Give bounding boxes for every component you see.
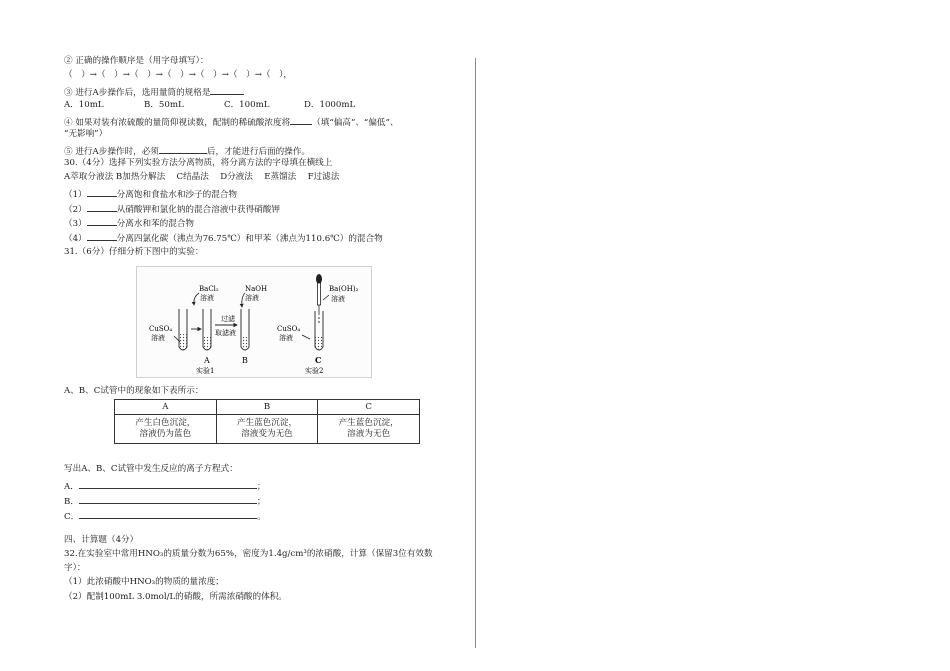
equation-label: A． [64,482,79,492]
item-number: （1） [64,190,87,200]
cuso4-label-2: CuSO₄ [277,325,301,333]
cell-c [318,415,420,444]
table-intro: A、B、C试管中的现象如下表所示： [64,386,204,396]
question-order-label: ② 正确的操作顺序是（用字母填写）： [64,56,209,66]
cell-line: 产生白色沉淀， [135,418,196,428]
question-cylinder [64,85,244,99]
question-read-text: ④ 如果对装有浓硫酸的量筒仰视读数，配制的稀硫酸浓度将 [64,118,291,128]
q32-text-cont: 字）： [64,563,86,573]
experiment-1-label: 实验1 [196,367,215,375]
baoh2-solution-label: 溶液 [331,295,345,303]
dropper [316,274,322,323]
option-b: B．50mL [144,100,184,110]
header-a: A [115,400,217,415]
cuso4-solution-label-1: 溶液 [151,334,165,342]
answer-blank[interactable] [87,187,117,197]
q32-text: 32.在实验室中常用HNO₃的质量分数为65%，密度为1.4g/cm³的浓硝酸，计算（保留3位有效数 [64,549,433,559]
naoh-label: NaOH [245,285,268,293]
item-text: 分离水和苯的混合物 [116,219,195,229]
naoh-solution-label: 溶液 [245,294,259,302]
answer-blank[interactable] [87,216,117,226]
cell-line: 溶液为无色 [347,429,391,439]
column-divider [475,58,476,648]
tube-a-label: A [204,356,210,365]
experiment-diagram [137,267,371,377]
cell-a [115,415,217,444]
cuso4-solution-label-2: 溶液 [279,334,293,342]
option-d: D．1000mL [304,100,356,110]
tube-c-label: C [315,355,322,365]
item-number: （2） [64,205,87,215]
item-number: （3） [64,219,87,229]
item-text: 分离饱和食盐水和沙子的混合物 [116,190,237,200]
table-row [115,415,420,444]
answer-blank[interactable] [79,509,257,519]
q30-item [64,216,194,230]
bacl2-label: BaCl₂ [199,285,219,293]
experiment-2-label: 实验2 [305,367,324,375]
item-number: （4） [64,234,87,244]
pointer-line [323,295,329,300]
answer-blank[interactable] [79,479,257,489]
cell-line: 溶液仍为蓝色 [139,429,192,439]
tube-a [203,309,211,350]
filter-label: 过滤 [221,315,235,323]
answer-blank[interactable] [87,231,117,241]
equation-end: ； [256,497,266,507]
question-cylinder-text: ③ 进行A步操作后，选用量筒的规格是 [64,88,211,98]
bacl2-solution-label: 溶液 [200,294,214,302]
equations-title: 写出A、B、C试管中发生反应的离子方程式： [64,464,238,474]
q30-title: 30.（4分）选择下列实验方法分离物质，将分离方法的字母填在横线上 [64,158,333,168]
question-order-blanks: （ ）→（ ）→（ ）→（ ）→（ ）→（ ）→（ ）， [64,70,292,80]
tube-b-label: B [242,356,248,365]
bacl2-arrow [194,293,199,305]
observations-table [114,399,420,444]
q30-methods: A萃取分液法 B加热分解法 C结晶法 D分液法 E蒸馏法 F过滤法 [64,172,340,182]
baoh2-label: Ba(OH)₂ [329,285,359,293]
equation-label: B． [64,497,79,507]
cell-b [216,415,318,444]
q30-item [64,202,280,216]
answer-blank[interactable] [290,115,312,125]
cylinder-options [64,100,355,111]
question-read [64,115,399,129]
item-text: 从硝酸钾和氯化钠的混合溶液中获得硝酸钾 [116,205,280,215]
question-step [64,144,310,158]
section-4-title: 四、计算题（4分） [64,535,139,545]
header-c: C [318,400,420,415]
item-text: 分离四氯化碳（沸点为76.75℃）和甲苯（沸点为110.6℃）的混合物 [116,234,383,244]
question-step-text: ⑤ 进行A步操作时，必须 [64,147,159,157]
equation-end: ； [256,482,266,492]
q30-item [64,187,237,201]
answer-blank[interactable] [210,85,244,95]
q30-item [64,231,383,245]
table-header-row [115,400,420,415]
equation-end: 。 [257,512,266,522]
option-c: C．100mL [224,100,270,110]
pointer-line [302,335,310,339]
cell-line: 产生蓝色沉淀， [338,418,399,428]
question-read-end: “无影响”） [64,129,108,139]
cell-line: 溶液变为无色 [241,429,293,439]
equation-label: C． [64,512,80,522]
equation-line-c [64,509,266,523]
question-read-hint: （填“偏高”、“偏低”、 [312,118,399,128]
question-step-end: 后，才能进行后面的操作。 [206,147,311,157]
q32-item-2: （2）配制100mL 3.0mol/L的硝酸，所需浓硝酸的体积。 [64,592,287,602]
cell-line: 产生蓝色沉淀， [236,418,298,428]
cuso4-label-1: CuSO₄ [149,325,173,333]
take-filtrate-label: 取滤液 [215,329,236,337]
header-b: B [216,400,318,415]
experiment-figure [136,266,372,378]
answer-blank[interactable] [79,494,257,504]
q32-item-1: （1）此浓硝酸中HNO₃的物质的量浓度； [64,577,224,587]
tube-c [315,311,323,350]
tube-start [179,309,187,350]
answer-blank[interactable] [159,144,207,154]
tube-b [241,309,249,350]
equation-line-a [64,479,265,493]
answer-blank[interactable] [87,202,117,212]
q31-title: 31.（6分）仔细分析下图中的实验： [64,247,204,257]
option-a: A．10mL [64,100,104,110]
equation-line-b [64,494,266,508]
